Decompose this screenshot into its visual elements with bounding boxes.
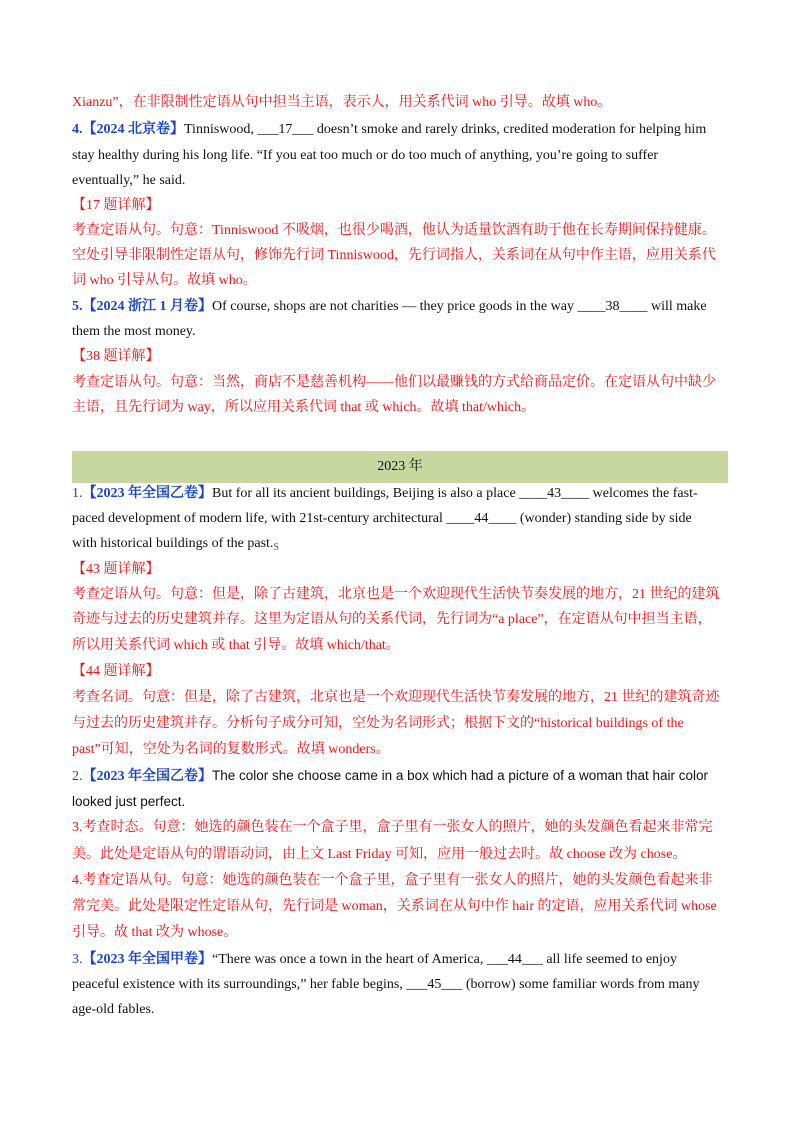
question-text: stay healthy during his long life. “If you eat too much or do too much of anything, you’re going to suffer (72, 148, 659, 163)
correction-line: 美。此处是定语从句的谓语动词，由上文 Last Friday 可知，应用一般过去时。故 choose 改为 chose。 (72, 847, 687, 862)
question-text: (borrow) some familiar words from many (462, 977, 700, 992)
question-source: 【2023 年全国甲卷】 (82, 952, 212, 967)
question-text: eventually,” he said. (72, 173, 186, 188)
question-number: 2. (72, 769, 83, 784)
explanation-heading: 【17 题详解】 (72, 198, 160, 213)
question-text-line (72, 509, 692, 529)
watermark-letter: S (273, 542, 279, 553)
blank: ___45___ (406, 977, 463, 992)
correction-line: 常完美。此处是限定性定语从句，先行词是 woman，关系词在从句中作 hair 的定语，应用关系代词 whose (72, 899, 717, 914)
question-text-line (72, 534, 279, 558)
blank: ___44___ (486, 952, 543, 967)
question-source: 【2023 年全国乙卷】 (82, 769, 212, 784)
question-2023-3 (72, 950, 677, 970)
question-text: (wonder) standing side by side (516, 511, 692, 526)
question-source: 【2024 北京卷】 (82, 122, 184, 137)
explanation-line: 奇迹与过去的历史建筑并存。这里为定语从句的关系代词，先行词为“a place”，在定语从句中担当主语， (72, 612, 712, 627)
explanation-line: 考查名词。句意：但是，除了古建筑，北京也是一个欢迎现代生活快节奏发展的地方，21 世纪的建筑奇迹 (72, 690, 720, 705)
question-text: The color she choose came in a box which had a picture of a woman that hair color (212, 768, 709, 783)
question-text: with historical buildings of the past. (72, 536, 274, 551)
blank: ____38____ (577, 299, 648, 314)
blank: ____43____ (519, 486, 590, 501)
explanation-line: 与过去的历史建筑并存。分析句子成分可知，空处为名词形式；根据下文的“historical buildings of the (72, 716, 684, 731)
explanation-heading: 【43 题详解】 (72, 562, 160, 577)
explanation-heading: 【44 题详解】 (72, 664, 160, 679)
question-number: 1. (72, 486, 83, 501)
explanation-line: 考查定语从句。句意：当然，商店不是慈善机构——他们以最赚钱的方式给商品定价。在定语从句中缺少 (72, 375, 716, 390)
question-text: Of course, shops are not charities — they price goods in the way (212, 299, 578, 314)
question-source: 【2024 浙江 1 月卷】 (82, 299, 212, 314)
question-text: paced development of modern life, with 21st-century architectural (72, 511, 447, 526)
correction-line: 引导。故 that 改为 whose。 (72, 925, 238, 940)
explanation-line: 词 who 引导从句。故填 who。 (72, 273, 257, 288)
correction-line: 3.考查时态。句意：她选的颜色装在一个盒子里，盒子里有一张女人的照片，她的头发颜色看起来非常完 (72, 820, 713, 835)
explanation-line: 空处引导非限制性定语从句，修饰先行词 Tinniswood，先行词指人，关系词在从句中作主语，应用关系代 (72, 248, 716, 263)
question-text: “There was once a town in the heart of America, (212, 952, 487, 967)
question-text: age-old fables. (72, 1002, 155, 1017)
question-text: all life seemed to enjoy (542, 952, 677, 967)
question-text: them the most money. (72, 324, 196, 339)
explanation-heading: 【38 题详解】 (72, 349, 160, 364)
question-text-line (72, 975, 700, 995)
question-number: 5. (72, 299, 83, 314)
question-text: welcomes the fast- (589, 486, 698, 501)
explanation-line: 考查定语从句。句意：Tinniswood 不吸烟，也很少喝酒，他认为适量饮酒有助于他在长寿期间保持健康。 (72, 223, 716, 238)
question-text: But for all its ancient buildings, Beijing is also a place (212, 486, 520, 501)
question-source: 【2023 年全国乙卷】 (82, 486, 212, 501)
question-2023-1 (72, 484, 698, 504)
question-number: 4. (72, 122, 83, 137)
explanation-line: 主语，且先行词为 way，所以应用关系代词 that 或 which。故填 that/which。 (72, 400, 536, 415)
explanation-line: 所以用关系代词 which 或 that 引导。故填 which/that。 (72, 638, 400, 653)
blank: ___17___ (257, 122, 314, 137)
question-4 (72, 120, 706, 140)
question-text: will make (647, 299, 707, 314)
year-section-header: 2023 年 (72, 451, 728, 483)
question-text: Tinniswood, (184, 122, 258, 137)
answer-line: Xianzu”，在非限制性定语从句中担当主语，表示人，用关系代词 who 引导。故填 who。 (72, 95, 612, 110)
question-text: looked just perfect. (72, 794, 186, 809)
correction-line: 4.考查定语从句。句意：她选的颜色装在一个盒子里，盒子里有一张女人的照片，她的头发颜色看起来非 (72, 873, 713, 888)
blank: ____44____ (446, 511, 517, 526)
question-2023-2 (72, 766, 708, 787)
question-5 (72, 297, 707, 317)
question-number: 3. (72, 952, 83, 967)
explanation-line: past”可知，空处为名词的复数形式。故填 wonders。 (72, 742, 390, 757)
explanation-line: 考查定语从句。句意：但是，除了古建筑，北京也是一个欢迎现代生活快节奏发展的地方，21 世纪的建筑 (72, 587, 720, 602)
question-text: peaceful existence with its surroundings,” her fable begins, (72, 977, 407, 992)
question-text: doesn’t smoke and rarely drinks, credited moderation for helping him (313, 122, 707, 137)
